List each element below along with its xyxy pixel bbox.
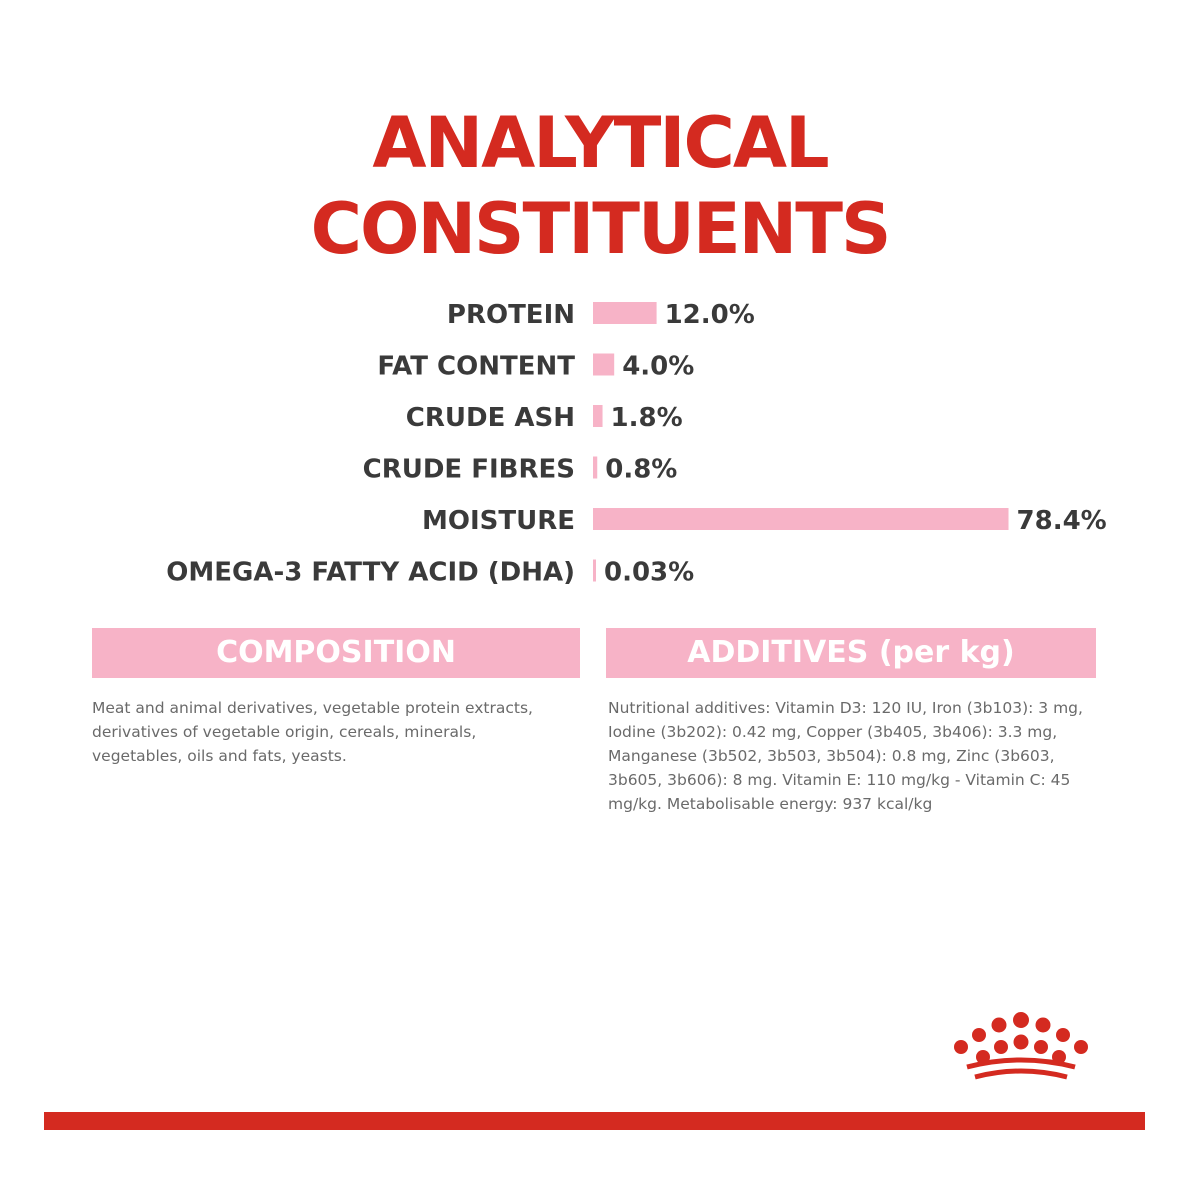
- bar: [593, 354, 614, 376]
- category-label: MOISTURE: [421, 506, 575, 536]
- category-label: CRUDE ASH: [405, 403, 575, 433]
- value-label: 0.8%: [605, 454, 678, 485]
- bar: [593, 302, 657, 324]
- value-label: 78.4%: [1016, 506, 1107, 536]
- crown-logo-icon: [945, 1005, 1090, 1090]
- value-label: 4.0%: [622, 351, 695, 382]
- title-line-2: CONSTITUENTS: [310, 188, 890, 270]
- additives-text: Nutritional additives: Vitamin D3: 120 IU, Iron (3b103): 3 mg, Iodine (3b202): 0.42 mg, Copper (3b405, 3b406): 3.3 mg, Manganese (3b502, 3b503, 3b504): 0.8 mg, Zinc (3b603, 3b605, 3b606): 8 mg. Vitamin E: 110 mg/kg - Vitamin C: 45 mg/kg. Metabolisable energy: 937 kcal/kg: [608, 699, 1083, 813]
- bottom-stripe: [44, 1112, 1145, 1130]
- composition-text: Meat and animal derivatives, vegetable protein extracts, derivatives of vegetable origin, cereals, minerals, vegetables, oils and fats, yeasts.: [92, 699, 533, 765]
- category-label: PROTEIN: [446, 300, 575, 330]
- category-label: CRUDE FIBRES: [362, 454, 575, 485]
- bar: [593, 457, 597, 479]
- bar: [593, 405, 603, 427]
- constituents-bar-chart: [0, 290, 1200, 600]
- value-label: 12.0%: [664, 300, 755, 330]
- value-label: 1.8%: [610, 403, 683, 433]
- category-label: OMEGA-3 FATTY ACID (DHA): [166, 557, 575, 588]
- page-title: [0, 100, 1200, 272]
- additives-header: ADDITIVES (per kg): [606, 628, 1096, 678]
- category-label: FAT CONTENT: [377, 351, 575, 382]
- bar: [593, 560, 596, 582]
- bar: [593, 508, 1009, 530]
- title-line-1: ANALYTICAL: [372, 102, 828, 184]
- composition-header: COMPOSITION: [92, 628, 580, 678]
- value-label: 0.03%: [604, 557, 695, 588]
